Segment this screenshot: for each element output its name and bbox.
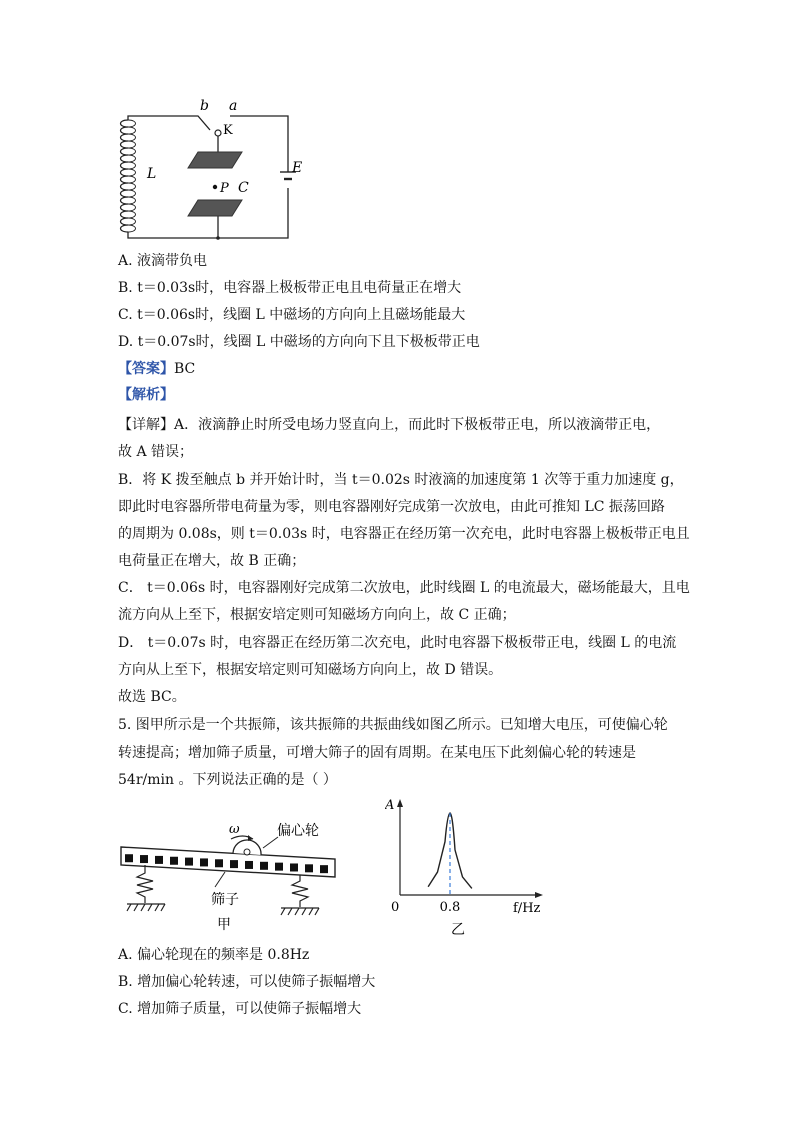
explanation-line: D． t＝0.07s 时，电容器正在经历第二次充电，此时电容器下极板带正电，线圈 L 的电流 bbox=[118, 635, 677, 651]
droplet-p bbox=[213, 185, 217, 189]
left-spring bbox=[137, 865, 153, 903]
explanation-line: 故选 BC。 bbox=[118, 689, 186, 705]
sieve-hole bbox=[230, 860, 238, 868]
y-axis-arrow-icon bbox=[397, 799, 403, 807]
q5-option-a: A. 偏心轮现在的频率是 0.8Hz bbox=[118, 947, 310, 963]
origin-label: 0 bbox=[391, 900, 400, 915]
sieve-hole bbox=[170, 857, 178, 865]
label-e: E bbox=[292, 160, 303, 176]
sieve-hole bbox=[200, 858, 208, 866]
q5-stem-line: 转速提高；增加筛子质量，可增大筛子的固有周期。在某电压下此刻偏心轮的转速是 bbox=[118, 745, 636, 761]
caption-yi: 乙 bbox=[451, 922, 465, 938]
q4-option-b: B. t＝0.03s时，电容器上极板带正电且电荷量正在增大 bbox=[118, 280, 462, 296]
q4-option-d: D. t＝0.07s时，线圈 L 中磁场的方向向下且下极板带正电 bbox=[118, 334, 480, 350]
lc-circuit-figure bbox=[110, 92, 320, 247]
caption-jia: 甲 bbox=[217, 917, 231, 933]
sieve-hole bbox=[320, 865, 328, 873]
explanation-line: 【详解】A．液滴静止时所受电场力竖直向上，而此时下极板带正电，所以液滴带正电， bbox=[118, 417, 661, 433]
label-k: K bbox=[223, 123, 233, 138]
x-axis-label: f/Hz bbox=[513, 901, 541, 916]
figure-yi-resonance-curve bbox=[385, 795, 555, 940]
q5-option-b: B. 增加偏心轮转速，可以使筛子振幅增大 bbox=[118, 974, 376, 990]
explanation-line: 即此时电容器所带电荷量为零，则电容器刚好完成第一次放电，由此可推知 LC 振荡回路 bbox=[118, 499, 665, 515]
sieve-hole bbox=[215, 859, 223, 867]
label-p: P bbox=[220, 181, 229, 196]
capacitor-top-plate bbox=[188, 152, 242, 168]
sieve-label: 筛子 bbox=[211, 892, 239, 908]
x-tick-label: 0.8 bbox=[439, 900, 461, 915]
q4-option-c: C. t＝0.06s时，线圈 L 中磁场的方向向上且磁场能最大 bbox=[118, 307, 466, 323]
sieve-hole bbox=[305, 864, 313, 872]
figure-jia-sieve bbox=[115, 815, 345, 940]
right-spring bbox=[292, 875, 308, 907]
answer-value: BC bbox=[174, 361, 196, 377]
explanation-line: 故 A 错误； bbox=[118, 444, 194, 460]
x-axis-arrow-icon bbox=[535, 892, 543, 898]
sieve-beam bbox=[121, 847, 335, 877]
label-l: L bbox=[147, 166, 157, 182]
label-a: a bbox=[229, 98, 238, 114]
sieve-hole bbox=[125, 854, 133, 862]
label-c: C bbox=[238, 180, 249, 196]
answer-tag: 【答案】 bbox=[118, 361, 174, 377]
label-b: b bbox=[200, 98, 209, 114]
explanation-line: 方向从上至下，根据安培定则可知磁场方向向上，故 D 错误。 bbox=[118, 662, 503, 678]
sieve-hole bbox=[185, 858, 193, 866]
omega-label: ω bbox=[229, 822, 240, 837]
sieve-hole bbox=[140, 855, 148, 863]
sieve-hole bbox=[155, 856, 163, 864]
sieve-hole bbox=[260, 862, 268, 870]
q5-stem-line: 54r/min 。下列说法正确的是（ ） bbox=[118, 772, 337, 788]
explanation-line: 的周期为 0.08s，则 t＝0.03s 时，电容器正在经历第一次充电，此时电容器上极板带正电且 bbox=[118, 526, 690, 542]
explanation-line: 流方向从上至下，根据安培定则可知磁场方向向上，故 C 正确； bbox=[118, 607, 516, 623]
wheel-label: 偏心轮 bbox=[277, 823, 319, 839]
q5-stem-line: 5. 图甲所示是一个共振筛，该共振筛的共振曲线如图乙所示。已知增大电压，可使偏心轮 bbox=[118, 717, 668, 733]
q4-option-a: A. 液滴带负电 bbox=[118, 253, 208, 269]
answer-line bbox=[118, 359, 195, 379]
sieve-hole bbox=[290, 863, 298, 871]
switch-contact bbox=[215, 130, 221, 136]
explanation-line: 电荷量正在增大，故 B 正确； bbox=[118, 553, 306, 569]
explanation-line: B．将 K 拨至触点 b 并开始计时，当 t＝0.02s 时液滴的加速度第 1 次等于重力加速度 g， bbox=[118, 472, 684, 488]
sieve-hole bbox=[245, 861, 253, 869]
explanation-line: C． t＝0.06s 时，电容器刚好完成第二次放电，此时线圈 L 的电流最大，磁场能最大，且电 bbox=[118, 580, 690, 596]
capacitor-bottom-plate bbox=[188, 200, 242, 216]
inductor-coil bbox=[121, 120, 136, 232]
analysis-tag: 【解析】 bbox=[118, 387, 174, 403]
q5-option-c: C. 增加筛子质量，可以使筛子振幅增大 bbox=[118, 1001, 362, 1017]
y-axis-label: A bbox=[385, 798, 395, 813]
sieve-hole bbox=[275, 863, 283, 871]
